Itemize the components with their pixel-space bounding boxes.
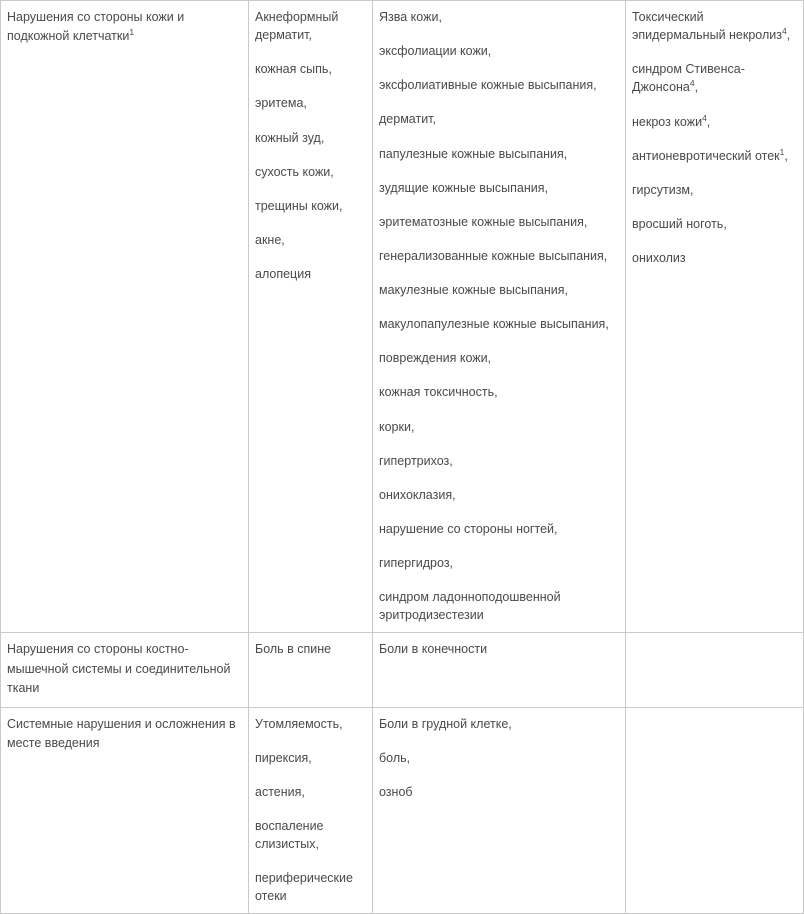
footnote-marker: 4 — [689, 78, 695, 89]
cell-uncommon — [373, 1, 626, 633]
cell-rare — [626, 633, 804, 707]
term: астения, — [255, 784, 305, 799]
term: эксфолиативные кожные высыпания, — [379, 78, 597, 93]
term: кожный зуд, — [255, 130, 325, 145]
term: Боли в грудной клетке, — [379, 716, 512, 731]
cell-uncommon — [373, 633, 626, 707]
soc-text: Нарушения со стороны кожи и подкожной клетчатки — [7, 10, 185, 44]
term: дерматит, — [379, 112, 436, 127]
term-text: синдром Стивенса-Джонсона — [632, 62, 745, 95]
term: периферические отеки — [255, 871, 353, 904]
cell-common — [249, 633, 373, 707]
term: макулезные кожные высыпания, — [379, 283, 568, 297]
cell-common — [249, 707, 373, 914]
table-body — [1, 1, 804, 914]
term-text: некроз кожи — [632, 114, 703, 129]
footnote-marker: 1 — [779, 146, 785, 157]
term: эксфолиации кожи, — [379, 44, 492, 59]
term: зудящие кожные высыпания, — [379, 180, 548, 195]
term: Боль в спине — [255, 642, 332, 657]
term: эритематозные кожные высыпания, — [379, 214, 588, 229]
term: нарушение со стороны ногтей, — [379, 521, 558, 536]
term-text: Токсический эпидермальный некролиз — [632, 10, 782, 43]
term: воспаление слизистых, — [255, 818, 324, 851]
table-row — [1, 633, 804, 707]
term: Боли в конечности — [379, 642, 488, 657]
term: макулопапулезные кожные высыпания, — [379, 317, 609, 332]
term: онихоклазия, — [379, 487, 456, 502]
footnote-marker: 4 — [781, 25, 787, 36]
table-row — [1, 707, 804, 914]
footnote-marker: 4 — [702, 112, 707, 123]
term: корки, — [379, 419, 415, 434]
cell-common — [249, 1, 373, 633]
cell-system-organ-class — [1, 1, 249, 633]
cell-rare — [626, 707, 804, 914]
term: онихолиз — [632, 251, 686, 265]
term: гипергидроз, — [379, 556, 454, 570]
term: Язва кожи, — [379, 10, 442, 24]
term: алопеция — [255, 267, 311, 281]
table-row — [1, 1, 804, 633]
term: пирексия, — [255, 750, 312, 765]
term: генерализованные кожные высыпания, — [379, 248, 608, 263]
term: Утомляемость, — [255, 716, 343, 731]
term: папулезные кожные высыпания, — [379, 146, 568, 161]
term: эритема, — [255, 96, 307, 111]
term: кожная сыпь, — [255, 62, 332, 77]
term-text: антионевротический отек — [632, 148, 780, 163]
soc-label: Системные нарушения и осложнения в месте введения — [7, 716, 236, 750]
term: антионевротический отек$^1$, — [632, 146, 788, 163]
cell-rare — [626, 1, 804, 633]
term: гипертрихоз, — [379, 453, 453, 468]
term: трещины кожи, — [255, 198, 343, 213]
term: кожная токсичность, — [379, 385, 498, 400]
term: синдром Стивенса-Джонсона$^4$, — [632, 62, 745, 95]
soc-label: Нарушения со стороны костно-мышечной системы и соединительной ткани — [7, 642, 231, 696]
cell-system-organ-class — [1, 633, 249, 707]
term: повреждения кожи, — [379, 351, 492, 366]
soc-label — [7, 8, 242, 47]
term: Токсический эпидермальный некролиз$^4$, — [632, 10, 791, 43]
cell-uncommon — [373, 707, 626, 914]
term: вросший ноготь, — [632, 216, 727, 231]
footnote-marker: 1 — [129, 27, 135, 38]
term: боль, — [379, 750, 411, 765]
term: озноб — [379, 784, 413, 799]
term: сухость кожи, — [255, 164, 334, 179]
term: синдром ладонноподошвенной эритродизестезии — [379, 590, 561, 623]
term: акне, — [255, 232, 285, 247]
term: Акнеформный дерматит, — [255, 10, 339, 43]
term: гирсутизм, — [632, 182, 694, 197]
term: некроз кожи$^4$, — [632, 112, 711, 129]
cell-system-organ-class — [1, 707, 249, 914]
